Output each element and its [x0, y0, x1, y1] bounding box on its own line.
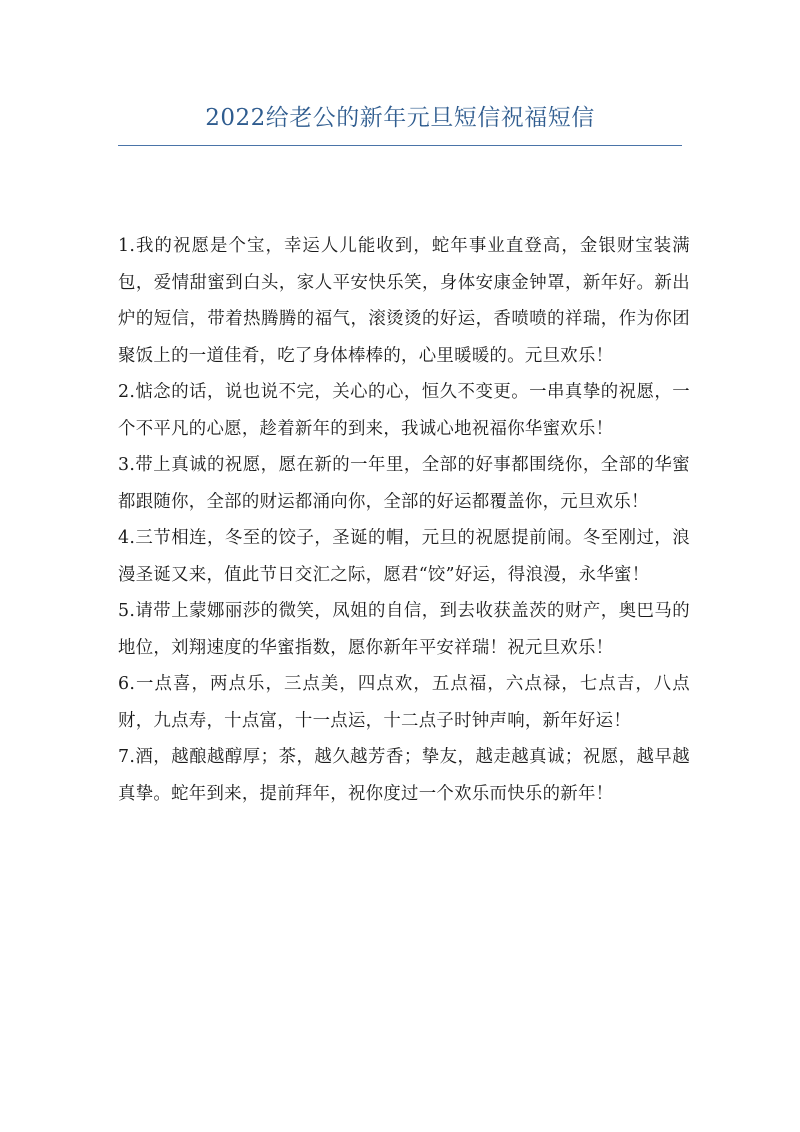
document-title: 2022给老公的新年元旦短信祝福短信	[205, 105, 595, 131]
title-underline	[118, 145, 682, 146]
paragraph-3: 3.带上真诚的祝愿，愿在新的一年里，全部的好事都围绕你，全部的华蜜都跟随你，全部的财运都涌向你，全部的好运都覆盖你，元旦欢乐！	[118, 455, 690, 512]
paragraph-7: 7.酒，越酿越醇厚；茶，越久越芳香；挚友，越走越真诚；祝愿，越早越真挚。蛇年到来，提前拜年，祝你度过一个欢乐而快乐的新年！	[118, 747, 690, 804]
paragraph-4: 4.三节相连，冬至的饺子，圣诞的帽，元旦的祝愿提前闹。冬至刚过，浪漫圣诞又来，值此节日交汇之际，愿君“饺”好运，得浪漫，永华蜜！	[118, 528, 690, 585]
paragraph-6: 6.一点喜，两点乐，三点美，四点欢，五点福，六点禄，七点吉，八点财，九点寿，十点富，十一点运，十二点子时钟声响，新年好运！	[118, 674, 690, 731]
paragraph-2: 2.惦念的话，说也说不完，关心的心，恒久不变更。一串真挚的祝愿，一个不平凡的心愿，趁着新年的到来，我诚心地祝福你华蜜欢乐！	[118, 382, 690, 439]
paragraph-5: 5.请带上蒙娜丽莎的微笑，凤姐的自信，到去收获盖茨的财产，奥巴马的地位，刘翔速度的华蜜指数，愿你新年平安祥瑞！祝元旦欢乐！	[118, 601, 690, 658]
paragraph-1: 1.我的祝愿是个宝，幸运人儿能收到，蛇年事业直登高，金银财宝装满包，爱情甜蜜到白头，家人平安快乐笑，身体安康金钟罩，新年好。新出炉的短信，带着热腾腾的福气，滚烫烫的好运，香喷喷的祥瑞，作为你团聚饭上的一道佳肴，吃了身体棒棒的，心里暖暖的。元旦欢乐！	[118, 236, 690, 366]
document-body	[118, 228, 690, 812]
